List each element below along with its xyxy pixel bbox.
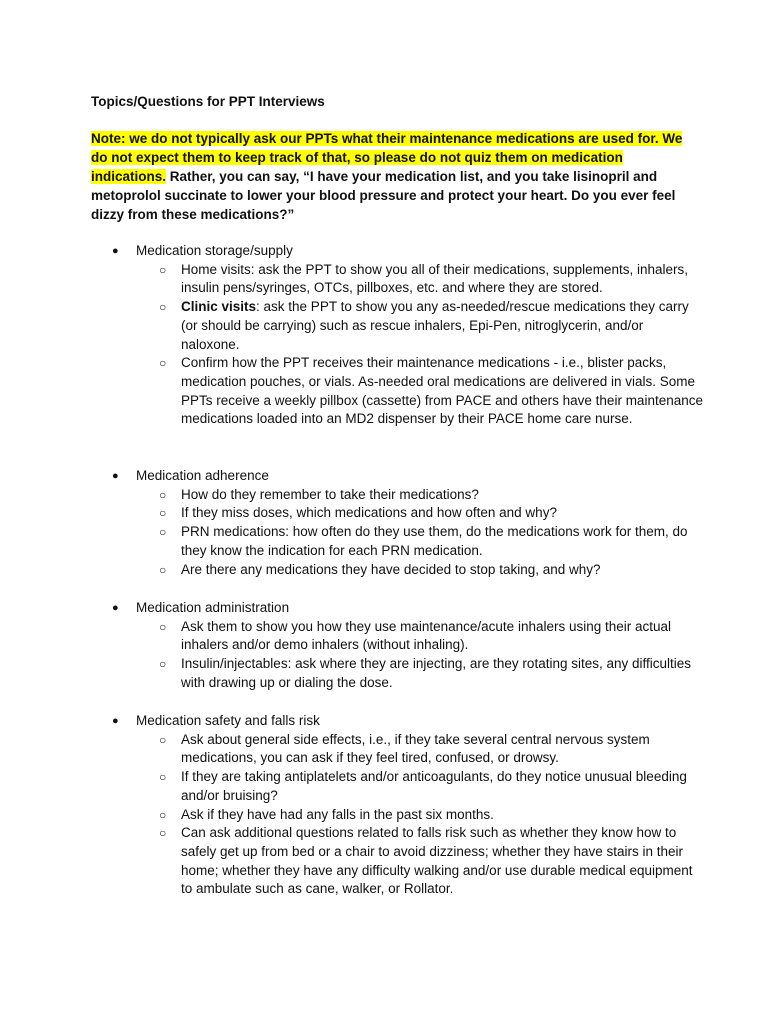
- sub-list-item: [115, 561, 705, 580]
- list-item: [112, 599, 705, 618]
- sub-bullet-icon: ○: [159, 300, 167, 315]
- sub-bullet-icon: ○: [159, 826, 167, 841]
- bullet-icon: ●: [112, 245, 119, 257]
- section-heading: Medication administration: [136, 600, 290, 615]
- sub-list-item: [115, 768, 705, 805]
- item-text: Insulin/injectables: ask where they are injecting, are they rotating sites, any difficulties with drawing up or dialing the dose.: [181, 656, 692, 690]
- sub-list-item: [115, 655, 705, 692]
- list-item: [112, 467, 705, 486]
- section-heading: Medication adherence: [136, 468, 269, 483]
- item-bold-lead: Clinic visits: [181, 299, 257, 315]
- section-safety-falls: [112, 712, 705, 899]
- item-text: Can ask additional questions related to falls risk such as whether they know how to safely get up from bed or a chair to avoid dizziness; whether they have stairs in their home; whether they have any difficulty walking and/or use durable medical equipment to ambulate such as cane, walker, or Rollator.: [181, 825, 693, 897]
- item-text: Ask if they have had any falls in the past six months.: [181, 806, 494, 822]
- section-heading: Medication storage/supply: [136, 243, 293, 258]
- sub-bullet-icon: ○: [159, 487, 167, 502]
- sub-bullet-icon: ○: [159, 262, 167, 277]
- document-title: Topics/Questions for PPT Interviews: [91, 94, 325, 109]
- sub-list-item: [115, 824, 705, 899]
- item-text: : ask the PPT to show you any as-needed/rescue medications they carry (or should be carrying) such as rescue inhalers, Epi-Pen, nitroglycerin, and/or naloxone.: [181, 299, 689, 352]
- bullet-icon: ●: [112, 602, 119, 614]
- sub-list-item: [115, 731, 705, 768]
- sub-list-item: [115, 806, 705, 825]
- sub-list-item: [115, 298, 705, 354]
- item-text: If they miss doses, which medications and how often and why?: [181, 505, 557, 521]
- sub-bullet-icon: ○: [159, 356, 167, 371]
- sub-bullet-icon: ○: [159, 619, 167, 634]
- item-text: Are there any medications they have decided to stop taking, and why?: [181, 561, 601, 577]
- sub-list-item: [115, 523, 705, 560]
- item-text: Confirm how the PPT receives their maintenance medications - i.e., blister packs, medication pouches, or vials. As-needed oral medications are delivered in vials. Some PPTs receive a weekly pillbox (cassette) from PACE and others have their maintenance medications loaded into an MD2 dispenser by their PACE home care nurse.: [181, 355, 703, 427]
- item-text: Ask them to show you how they use maintenance/acute inhalers using their actual inhalers and/or demo inhalers (without inhaling).: [181, 618, 672, 653]
- item-text: Home visits: ask the PPT to show you all of their medications, supplements, inhalers, insulin pens/syringes, OTCs, pillboxes, etc. and where they are stored.: [181, 261, 688, 296]
- list-item: [112, 712, 705, 731]
- item-text: How do they remember to take their medications?: [181, 486, 479, 502]
- section-adherence: [112, 467, 705, 579]
- section-heading: Medication safety and falls risk: [136, 713, 320, 728]
- item-text: PRN medications: how often do they use them, do the medications work for them, do they know the indication for each PRN medication.: [181, 524, 688, 558]
- sub-bullet-icon: ○: [159, 807, 167, 822]
- section-storage-supply: [112, 242, 705, 429]
- sub-list-item: [115, 261, 705, 298]
- sub-list-item: [115, 354, 705, 429]
- note-paragraph: [91, 129, 701, 224]
- sub-bullet-icon: ○: [159, 562, 167, 577]
- note-rest-text: Rather, you can say, “I have your medication list, and you take lisinopril and metoprolol succinate to lower your blood pressure and protect your heart. Do you ever feel dizzy from these medications?”: [91, 169, 676, 222]
- bullet-icon: ●: [112, 470, 119, 482]
- bullet-icon: ●: [112, 715, 119, 727]
- sub-list-item: [115, 504, 705, 523]
- item-text: Ask about general side effects, i.e., if they take several central nervous system medications, you can ask if they feel tired, confused, or drowsy.: [181, 731, 650, 766]
- sub-list-item: [115, 486, 705, 505]
- section-administration: [112, 599, 705, 693]
- sub-bullet-icon: ○: [159, 657, 167, 672]
- highlighted-note-text: Note: we do not typically ask our PPTs what their maintenance medications are used for. We do not expect them to keep track of that, so please do not quiz them on medication indications.: [91, 131, 683, 184]
- sub-bullet-icon: ○: [159, 770, 167, 785]
- sub-bullet-icon: ○: [159, 525, 167, 540]
- item-text: If they are taking antiplatelets and/or anticoagulants, do they notice unusual bleeding and/or bruising?: [181, 769, 687, 803]
- sub-bullet-icon: ○: [159, 506, 167, 521]
- sub-list-item: [115, 618, 705, 655]
- sub-bullet-icon: ○: [159, 732, 167, 747]
- list-item: [112, 242, 705, 261]
